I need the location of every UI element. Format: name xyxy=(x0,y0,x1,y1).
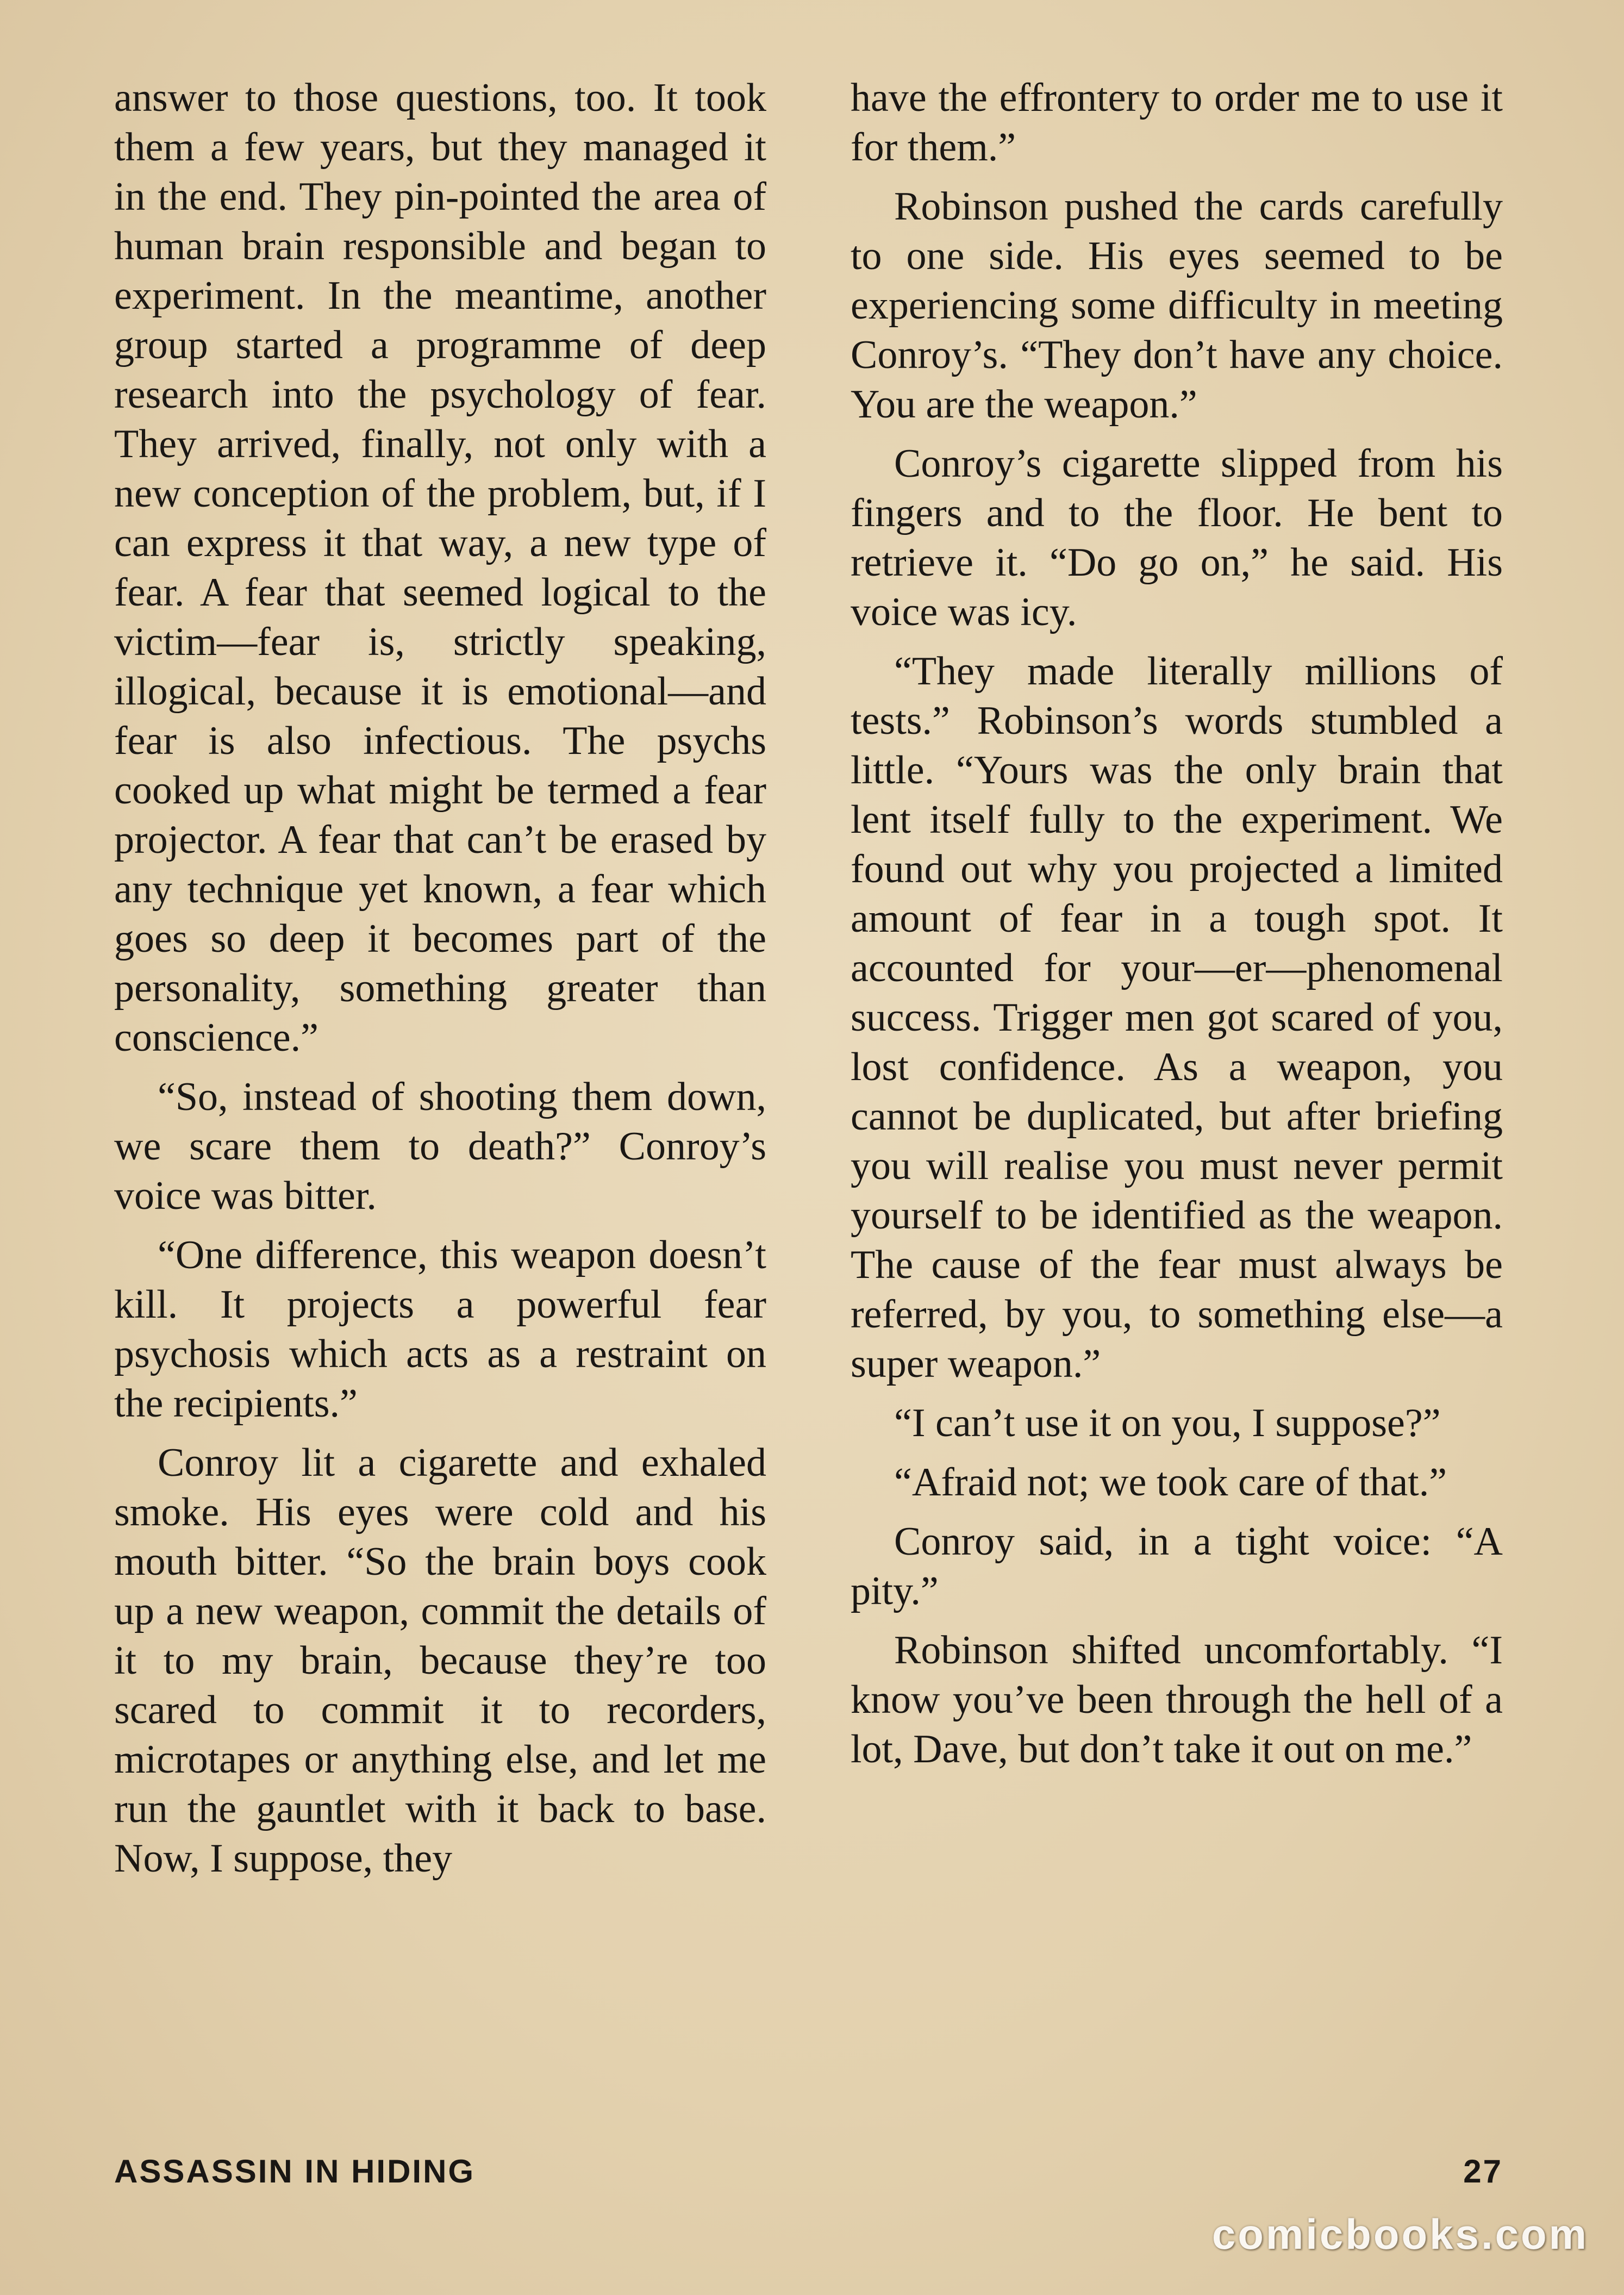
right-text-column xyxy=(851,73,1503,1784)
paragraph: Conroy said, in a tight voice: “A pity.” xyxy=(851,1519,1503,1613)
page-footer xyxy=(114,2153,1503,2202)
paragraph: “They made literally millions of tests.” Robinson’s words stumbled a little. “Yours was the only brain that lent itself fully to the experiment. We found out why you projected a limited amount of fear in a tough spot. It accounted for your—er—phenomenal success. Trigger men got scared of you, lost confidence. As a weapon, you cannot be duplicated, but after briefing you will realise you must never permit yourself to be identified as the weapon. The cause of the fear must always be referred, by you, to something else—a super weapon.” xyxy=(851,649,1503,1386)
paragraph: “I can’t use it on you, I suppose?” xyxy=(894,1401,1441,1445)
page-number: 27 xyxy=(1463,2153,1503,2190)
paragraph: “Afraid not; we took care of that.” xyxy=(894,1460,1447,1505)
paragraph: Conroy lit a cigarette and exhaled smoke. His eyes were cold and his mouth bitter. “So the brain boys cook up a new weapon, commit the details of it to my brain, because they’re too scared to commit it to recorders, microtapes or anything else, and let me run the gauntlet with it back to base. Now, I suppose, they xyxy=(114,1440,766,1881)
paragraph: Conroy’s cigarette slipped from his fingers and to the floor. He bent to retrieve it. “Do go on,” he said. His voice was icy. xyxy=(851,441,1503,634)
paragraph: Robinson pushed the cards carefully to one side. His eyes seemed to be experiencing some difficulty in meeting Conroy’s. “They don’t have any choice. You are the weapon.” xyxy=(851,184,1503,427)
paragraph: answer to those questions, too. It took them a few years, but they managed it in the end. They pin-pointed the area of human brain responsible and began to experiment. In the meantime, another group started a programme of deep research into the psychology of fear. They arrived, finally, not only with a new conception of the problem, but, if I can express it that way, a new type of fear. A fear that seemed logical to the victim—fear is, strictly speaking, illogical, because it is emotional—and fear is also infectious. The psychs cooked up what might be termed a fear projector. A fear that can’t be erased by any technique yet known, a fear which goes so deep it becomes part of the personality, something greater than conscience.” xyxy=(114,76,766,1060)
site-watermark: comicbooks.com xyxy=(1211,2210,1589,2258)
paragraph: “One difference, this weapon doesn’t kill. It projects a powerful fear psychosis which acts as a restraint on the recipients.” xyxy=(114,1233,766,1426)
running-title: ASSASSIN IN HIDING xyxy=(114,2153,476,2190)
left-text-column xyxy=(114,73,766,1893)
paragraph: “So, instead of shooting them down, we scare them to death?” Conroy’s voice was bitter. xyxy=(114,1075,766,1218)
paragraph: Robinson shifted uncomfortably. “I know you’ve been through the hell of a lot, Dave, but don’t take it out on me.” xyxy=(851,1628,1503,1772)
paragraph: have the effrontery to order me to use it for them.” xyxy=(851,76,1503,170)
